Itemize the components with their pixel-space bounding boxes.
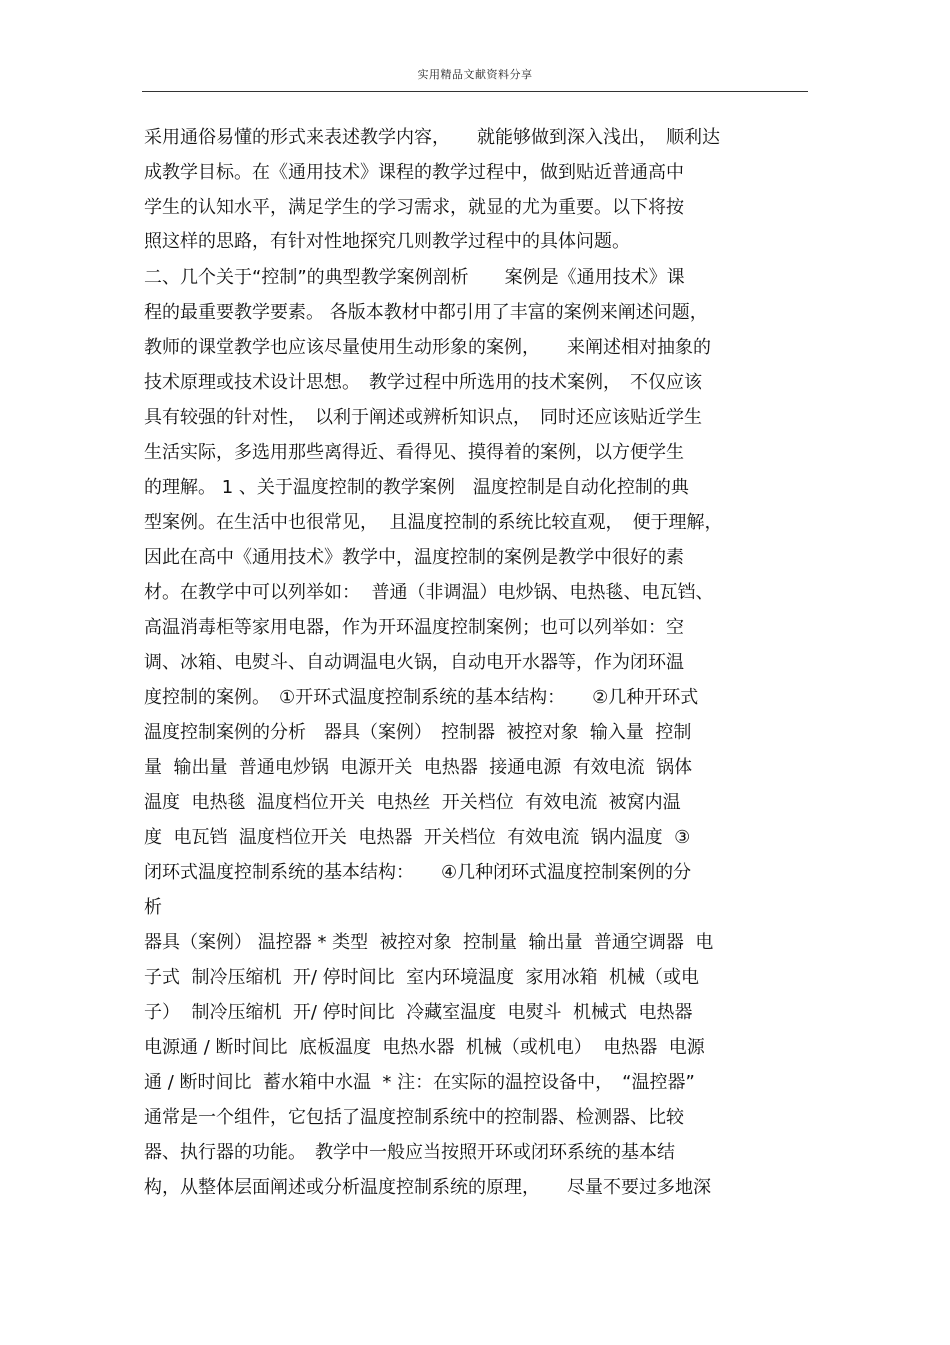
text-line: 程的最重要教学要素。 各版本教材中都引用了丰富的案例来阐述问题， [144, 302, 708, 323]
text-line: 温度控制案例的分析 器具（案例） 控制器 被控对象 输入量 控制 [144, 722, 692, 743]
text-line: 教师的课堂教学也应该尽量使用生动形象的案例， 来阐述相对抽象的 [144, 337, 711, 358]
text-line: 因此在高中《通用技术》教学中，温度控制的案例是教学中很好的素 [144, 547, 684, 568]
text-line: 度控制的案例。 ①开环式温度控制系统的基本结构： ②几种开环式 [144, 687, 699, 708]
text-line: 具有较强的针对性， 以利于阐述或辨析知识点， 同时还应该贴近学生 [144, 407, 702, 428]
text-line: 器具（案例） 温控器 * 类型 被控对象 控制量 输出量 普通空调器 电 [144, 932, 714, 953]
text-line: 子） 制冷压缩机 开/ 停时间比 冷藏室温度 电熨斗 机械式 电热器 [144, 1002, 693, 1023]
text-line: 学生的认知水平，满足学生的学习需求，就显的尤为重要。以下将按 [144, 197, 684, 218]
text-line: 照这样的思路，有针对性地探究几则教学过程中的具体问题。 [144, 231, 630, 252]
text-line: 调、冰箱、电熨斗、自动调温电火锅，自动电开水器等，作为闭环温 [144, 652, 684, 673]
text-line: 度 电瓦铛 温度档位开关 电热器 开关档位 有效电流 锅内温度 ③ [144, 827, 691, 848]
text-line: 子式 制冷压缩机 开/ 停时间比 室内环境温度 家用冰箱 机械（或电 [144, 967, 700, 988]
text-line: 的理解。 1 、关于温度控制的教学案例 温度控制是自动化控制的典 [144, 477, 689, 498]
text-line: 二、几个关于“控制”的典型教学案例剖析 案例是《通用技术》课 [144, 267, 685, 288]
text-line: 型案例。在生活中也很常见， 且温度控制的系统比较直观， 便于理解， [144, 512, 723, 533]
header-divider [142, 91, 808, 92]
text-line: 采用通俗易懂的形式来表述教学内容， 就能够做到深入浅出， 顺利达 [144, 127, 720, 148]
text-line: 温度 电热毯 温度档位开关 电热丝 开关档位 有效电流 被窝内温 [144, 792, 681, 813]
text-line: 成教学目标。在《通用技术》课程的教学过程中，做到贴近普通高中 [144, 162, 684, 183]
text-line: 通 / 断时间比 蓄水箱中水温 * 注：在实际的温控设备中， “温控器” [144, 1072, 695, 1093]
text-line: 构，从整体层面阐述或分析温度控制系统的原理， 尽量不要过多地深 [144, 1177, 711, 1198]
page-header: 实用精品文献资料分享 [417, 68, 533, 81]
text-line: 电源通 / 断时间比 底板温度 电热水器 机械（或机电） 电热器 电源 [144, 1037, 705, 1058]
text-line: 通常是一个组件，它包括了温度控制系统中的控制器、检测器、比较 [144, 1107, 684, 1128]
text-line: 技术原理或技术设计思想。 教学过程中所选用的技术案例， 不仅应该 [144, 372, 702, 393]
text-line: 高温消毒柜等家用电器，作为开环温度控制案例；也可以列举如：空 [144, 617, 684, 638]
text-line: 量 输出量 普通电炒锅 电源开关 电热器 接通电源 有效电流 锅体 [144, 757, 693, 778]
text-line: 器、执行器的功能。 教学中一般应当按照开环或闭环系统的基本结 [144, 1142, 675, 1163]
text-line: 析 [144, 897, 162, 918]
text-line: 材。在教学中可以列举如： 普通（非调温）电炒锅、电热毯、电瓦铛、 [144, 582, 714, 603]
text-line: 闭环式温度控制系统的基本结构： ④几种闭环式温度控制案例的分 [144, 862, 692, 883]
text-line: 生活实际，多选用那些离得近、看得见、摸得着的案例，以方便学生 [144, 442, 684, 463]
